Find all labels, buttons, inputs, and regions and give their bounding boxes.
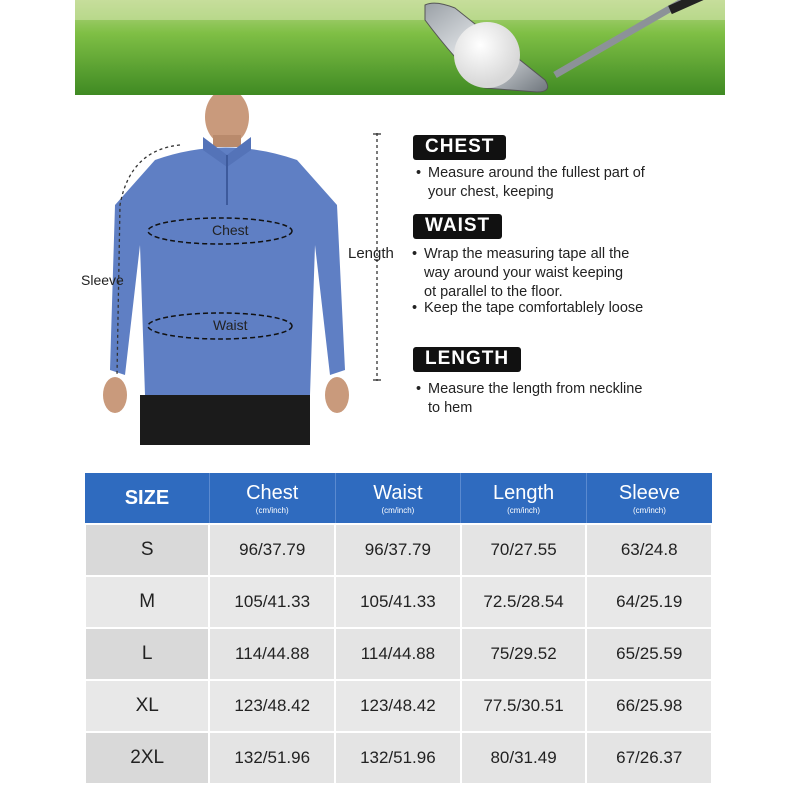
row-waist: 96/37.79	[335, 524, 461, 576]
waist-tag: WAIST	[413, 214, 502, 239]
length-bullet: • Measure the length from neckline to hem	[416, 381, 643, 416]
chest-label: Chest	[212, 222, 249, 238]
waist-bullet-line-1: Wrap the measuring tape all the	[424, 246, 630, 262]
size-chart-table	[84, 473, 713, 785]
waist-bullet-1: • Wrap the measuring tape all the way around your waist keeping ot parallel to the floor.	[412, 246, 630, 300]
header-size: SIZE	[85, 473, 209, 524]
table-row	[85, 680, 712, 732]
row-size: 2XL	[85, 732, 209, 784]
row-waist: 123/48.42	[335, 680, 461, 732]
row-sleeve: 65/25.59	[586, 628, 712, 680]
waist-label: Waist	[213, 317, 248, 333]
length-section	[413, 347, 521, 372]
table-row	[85, 732, 712, 784]
sleeve-label: Sleeve	[81, 272, 124, 288]
row-sleeve: 66/25.98	[586, 680, 712, 732]
header-length-unit: (cm/inch)	[507, 505, 540, 515]
chest-tag: CHEST	[413, 135, 506, 160]
chest-bullet-line-2: your chest, keeping	[428, 184, 554, 200]
header-length-label: Length	[492, 481, 555, 504]
row-size: L	[85, 628, 209, 680]
row-waist: 105/41.33	[335, 576, 461, 628]
table-row	[85, 628, 712, 680]
waist-section	[413, 214, 502, 239]
row-chest: 114/44.88	[209, 628, 335, 680]
table-row	[85, 576, 712, 628]
row-size: S	[85, 524, 209, 576]
row-sleeve: 64/25.19	[586, 576, 712, 628]
table-header-row	[85, 473, 712, 524]
row-sleeve: 67/26.37	[586, 732, 712, 784]
row-length: 72.5/28.54	[461, 576, 587, 628]
chest-bullet: • Measure around the fullest part of your chest, keeping	[416, 165, 645, 200]
waist-bullet-2-text: Keep the tape comfortablely loose	[424, 300, 644, 316]
row-size: M	[85, 576, 209, 628]
row-sleeve: 63/24.8	[586, 524, 712, 576]
row-length: 75/29.52	[461, 628, 587, 680]
header-sleeve-label: Sleeve	[618, 481, 681, 504]
row-length: 80/31.49	[461, 732, 587, 784]
header-sleeve-unit: (cm/inch)	[633, 505, 666, 515]
header-waist-label: Waist	[373, 481, 423, 504]
row-waist: 114/44.88	[335, 628, 461, 680]
length-label: Length	[348, 245, 394, 262]
row-size: XL	[85, 680, 209, 732]
row-chest: 105/41.33	[209, 576, 335, 628]
row-length: 77.5/30.51	[461, 680, 587, 732]
row-waist: 132/51.96	[335, 732, 461, 784]
table-row	[85, 524, 712, 576]
header-sleeve	[586, 473, 712, 524]
row-chest: 132/51.96	[209, 732, 335, 784]
chest-bullet-line-1: Measure around the fullest part of	[428, 165, 645, 181]
header-waist	[335, 473, 461, 524]
header-chest-unit: (cm/inch)	[255, 505, 289, 515]
model-figure	[75, 95, 375, 445]
length-bullet-line-2: to hem	[428, 400, 473, 416]
header-length	[461, 473, 587, 524]
golf-banner-image	[75, 0, 725, 95]
waist-bullet-line-3: ot parallel to the floor.	[424, 284, 563, 300]
header-chest-label: Chest	[246, 481, 299, 504]
row-length: 70/27.55	[461, 524, 587, 576]
length-tag: LENGTH	[413, 347, 521, 372]
length-bullet-line-1: Measure the length from neckline	[428, 381, 643, 397]
chest-section	[413, 135, 506, 160]
header-waist-unit: (cm/inch)	[381, 505, 415, 515]
waist-bullet-2: • Keep the tape comfortablely loose	[412, 300, 644, 316]
row-chest: 123/48.42	[209, 680, 335, 732]
header-chest	[209, 473, 335, 524]
row-chest: 96/37.79	[209, 524, 335, 576]
waist-bullet-line-2: way around your waist keeping	[424, 265, 624, 281]
